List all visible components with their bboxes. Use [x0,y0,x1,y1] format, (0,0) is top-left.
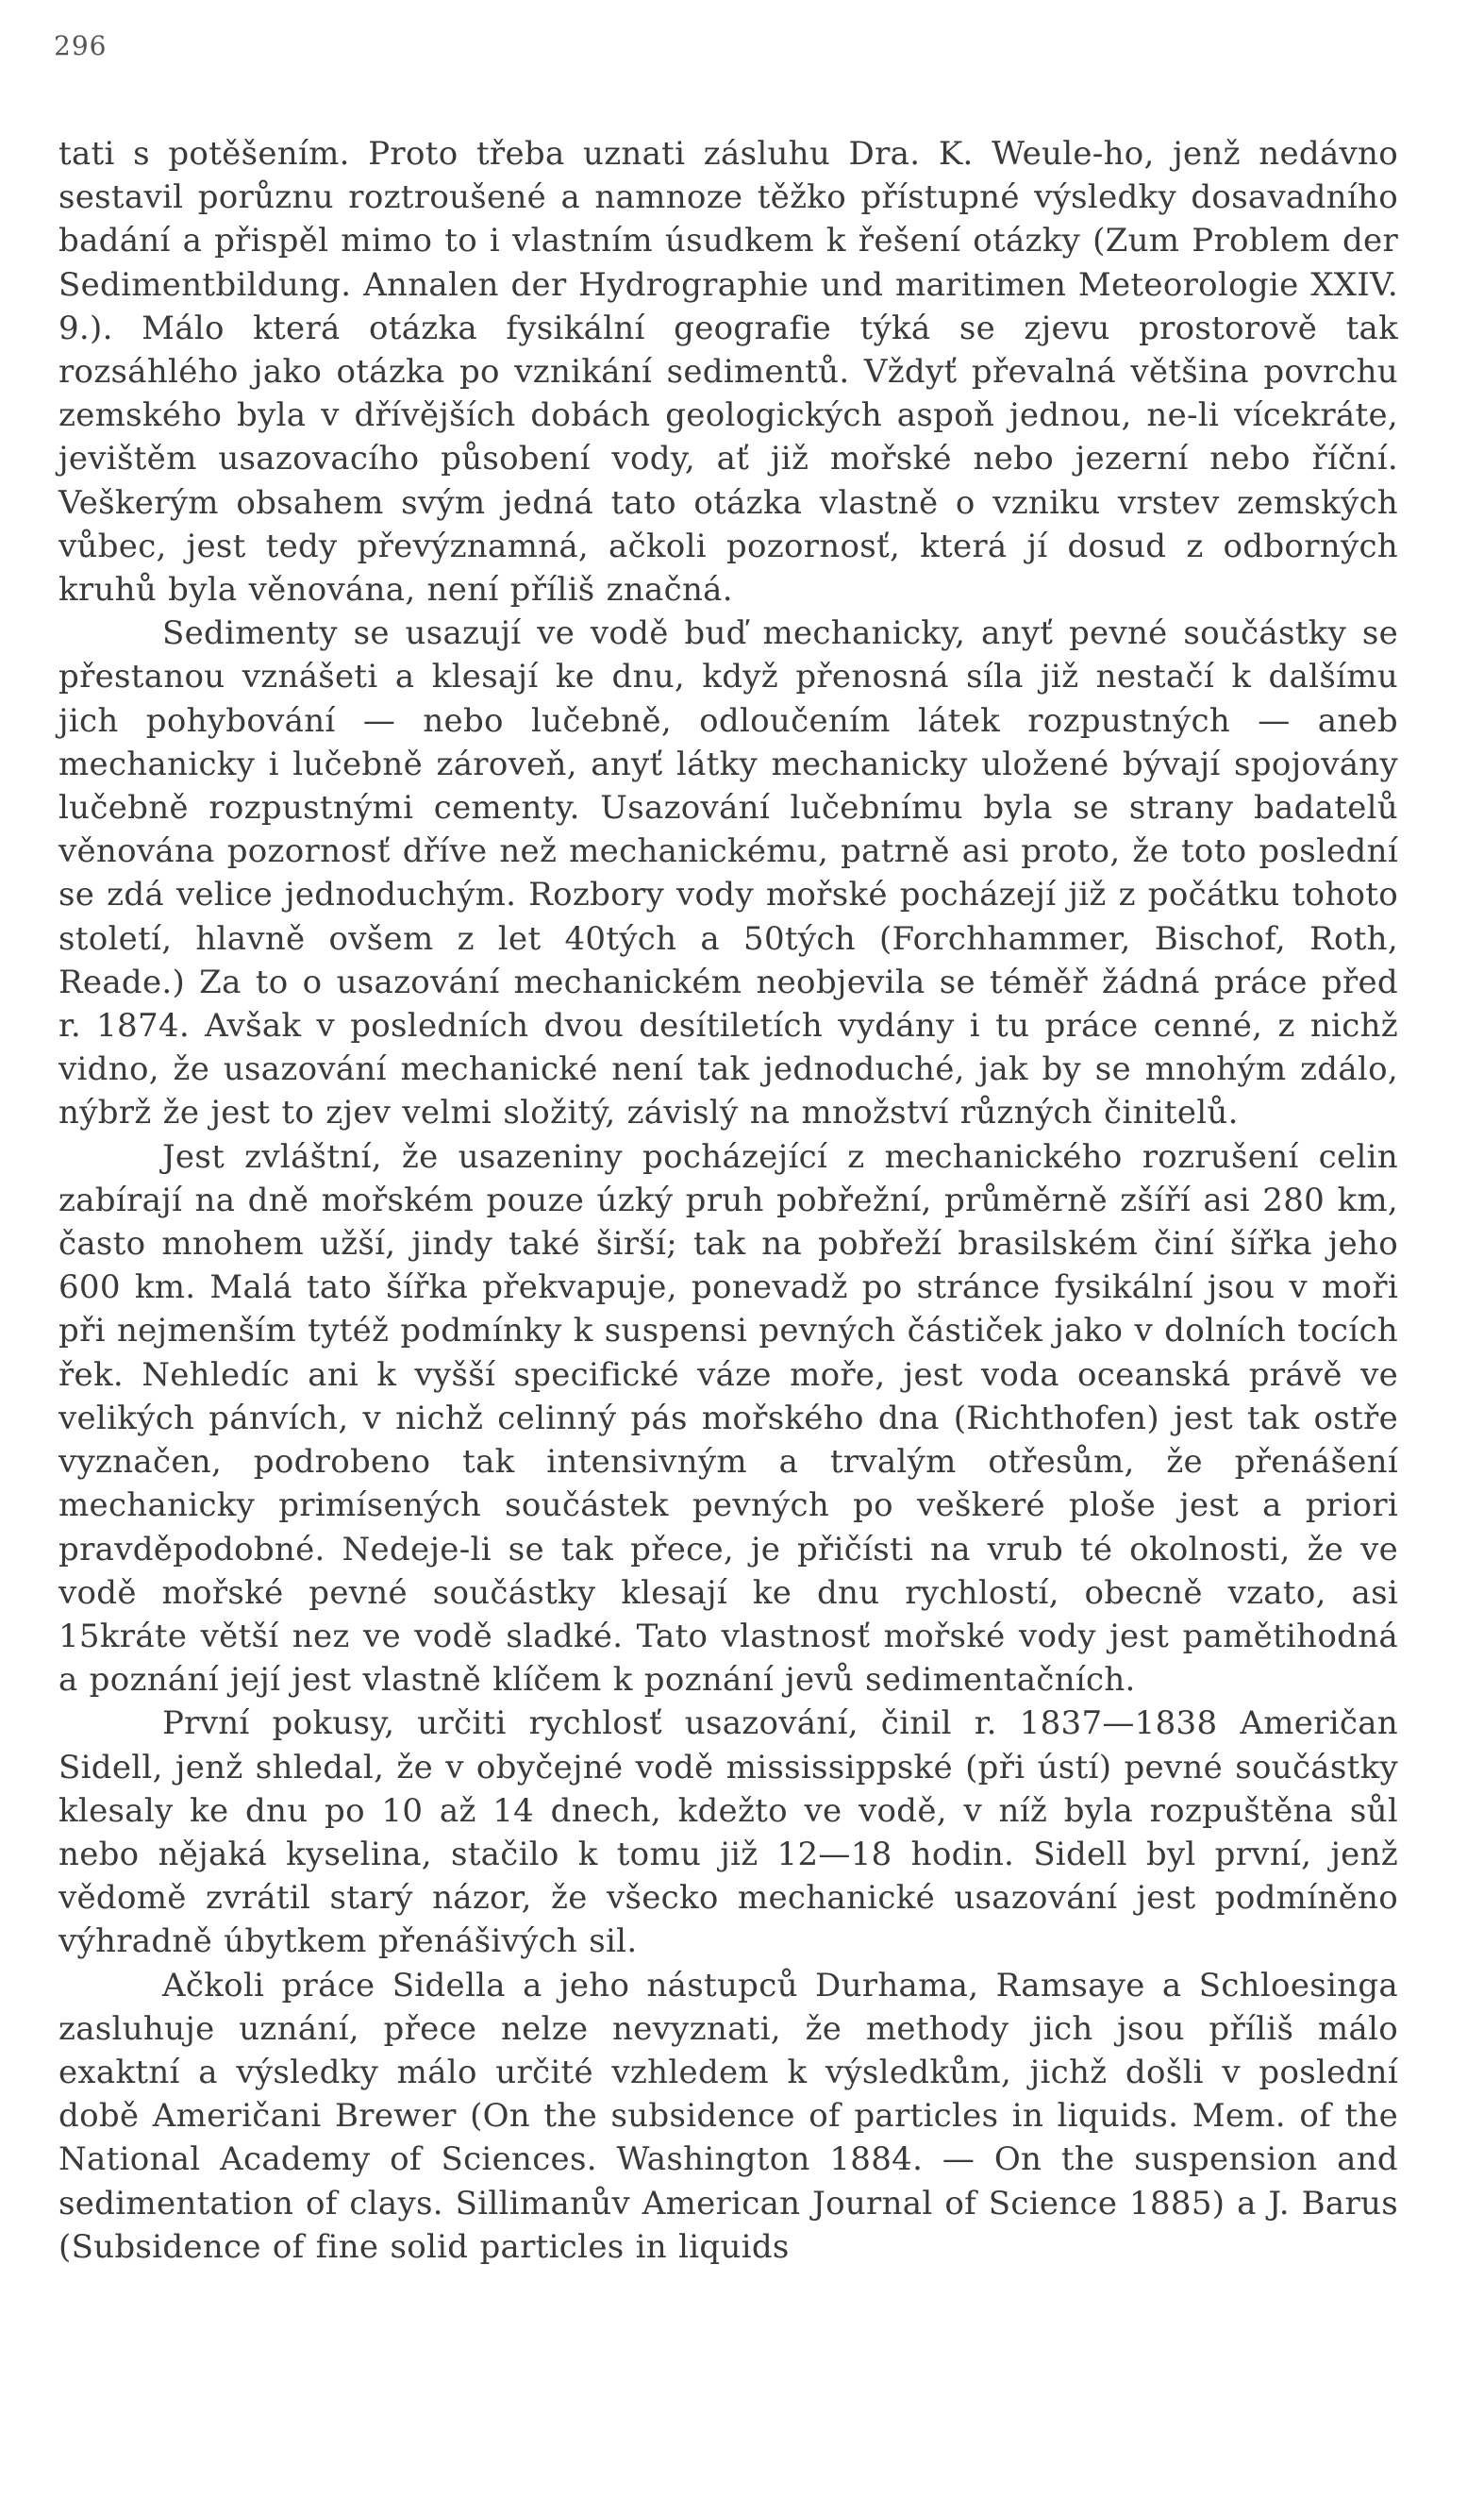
paragraph-1: tati s potěšením. Proto třeba uznati zásluhu Dra. K. Weule-ho, jenž nedávno sestavil porůznu roztroušené a namnoze těžko přístupné výsledky dosavadního badání a přispěl mimo to i vlastním úsudkem k řešení otázky (Zum Problem der Sedimentbildung. Annalen der Hydrographie und maritimen Meteorologie XXIV. 9.). Málo která otázka fysikální geografie týká se zjevu prostorově tak rozsáhlého jako otázka po vznikání sedimentů. Vždyť převalná většina povrchu zemského byla v dřívějších dobách geologických aspoň jednou, ne-li vícekráte, jevištěm usazovacího působení vody, ať již mořské nebo jezerní nebo říční. Veškerým obsahem svým jedná tato otázka vlastně o vzniku vrstev zemských vůbec, jest tedy převýznamná, ačkoli pozornosť, která jí dosud z odborných kruhů byla věnována, není příliš značná. [58,135,1398,610]
body-text [58,132,1398,2269]
paragraph-5: Ačkoli práce Sidella a jeho nástupců Durhama, Ramsaye a Schloesinga zasluhuje uznání, přece nelze nevyznati, že methody jich jsou příliš málo exaktní a výsledky málo určité vzhledem k výsledkům, jichž došli v poslední době Američani Brewer (On the subsidence of particles in liquids. Mem. of the National Academy of Sciences. Washington 1884. — On the suspension and sedimentation of clays. Sillimanův American Journal of Science 1885) a J. Barus (Subsidence of fine solid particles in liquids [58,1966,1398,2266]
paragraph-2: Sedimenty se usazují ve vodě buď mechanicky, anyť pevné součástky se přestanou vznášeti a klesají ke dnu, když přenosná síla již nestačí k dalšímu jich pohybování — nebo lučebně, odloučením látek rozpustných — aneb mechanicky i lučebně zároveň, anyť látky mechanicky uložené bývají spojovány lučebně rozpustnými cementy. Usazování lučebnímu byla se strany badatelů věnována pozornosť dříve než mechanickému, patrně asi proto, že toto poslední se zdá velice jednoduchým. Rozbory vody mořské pocházejí již z počátku tohoto století, hlavně ovšem z let 40tých a 50tých (Forchhammer, Bischof, Roth, Reade.) Za to o usazování mechanickém neobjevila se téměř žádná práce před r. 1874. Avšak v posledních dvou desítiletích vydány i tu práce cenné, z nichž vidno, že usazování mechanické není tak jednoduché, jak by se mnohým zdálo, nýbrž že jest to zjev velmi složitý, závislý na množství různých činitelů. [58,614,1398,1132]
paragraph-3: Jest zvláštní, že usazeniny pocházející z mechanického rozrušení celin zabírají na dně mořském pouze úzký pruh pobřežní, průměrně zšíří asi 280 km, často mnohem užší, jindy také širší; tak na pobřeží brasilském činí šířka jeho 600 km. Malá tato šířka překvapuje, ponevadž po stránce fysikální jsou v moři při nejmenším tytéž podmínky k suspensi pevných částiček jako v dolních tocích řek. Nehledíc ani k vyšší specifické váze moře, jest voda oceanská právě ve velikých pánvích, v nichž celinný pás mořského dna (Richthofen) jest tak ostře vyznačen, podrobeno tak intensivným a trvalým otřesům, že přenášení mechanicky primísených součástek pevných po veškeré ploše jest a priori pravděpodobné. Nedeje-li se tak přece, je přičísti na vrub té okolnosti, že ve vodě mořské pevné součástky klesají ke dnu rychlostí, obecně vzato, asi 15kráte větší nez ve vodě sladké. Tato vlastnosť mořské vody jest pamětihodná a poznání její jest vlastně klíčem k poznání jevů sedimentačních. [58,1137,1398,1700]
page-number: 296 [54,30,108,61]
paragraph-4: První pokusy, určiti rychlosť usazování, činil r. 1837—1838 Američan Sidell, jenž shledal, že v obyčejné vodě mississippské (při ústí) pevné součástky klesaly ke dnu po 10 až 14 dnech, kdežto ve vodě, v níž byla rozpuštěna sůl nebo nějaká kyselina, stačilo k tomu již 12—18 hodin. Sidell byl první, jenž vědomě zvrátil starý názor, že všecko mechanické usazování jest podmíněno výhradně úbytkem přenášivých sil. [58,1704,1398,1961]
